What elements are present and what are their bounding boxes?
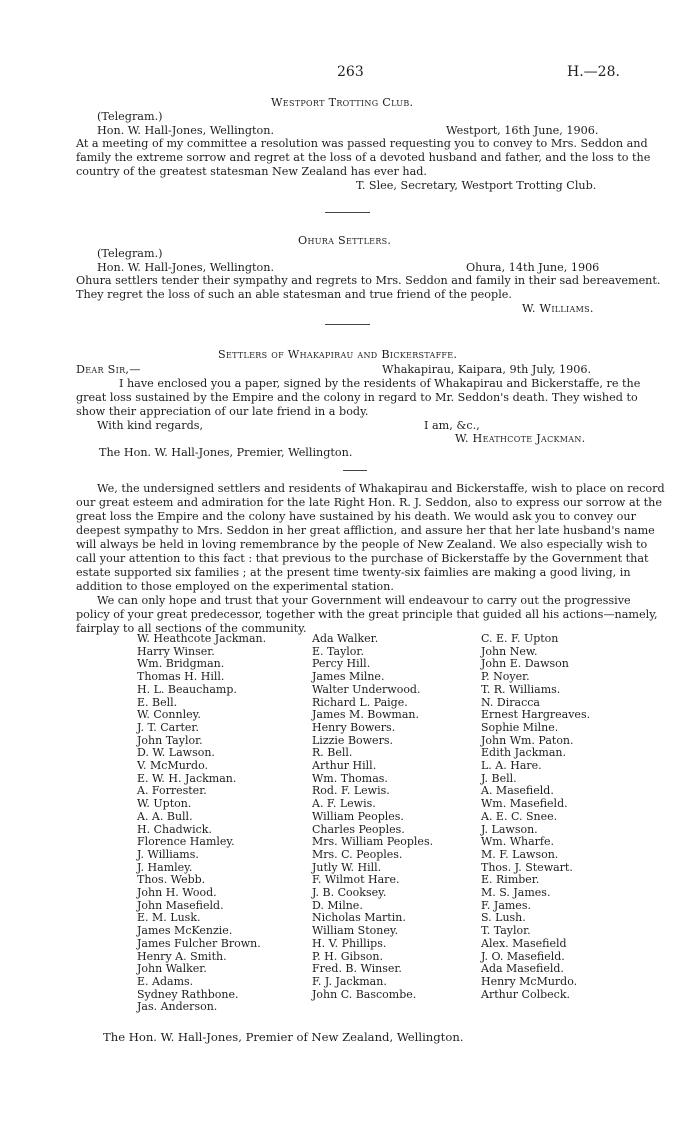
address-line: We, the undersigned settlers and residents of Whakapirau and Bickerstaffe, wish to place on record	[97, 482, 665, 495]
signatory-name: Alex. Masefield	[481, 936, 567, 950]
signatory-name: M. S. James.	[481, 886, 551, 900]
signatory-name: Ernest Hargreaves.	[481, 708, 591, 722]
signatory-name: D. Milne.	[312, 898, 363, 912]
address-line: great loss the Empire and the colony have sustained by his death. We would ask you to convey our	[76, 510, 636, 523]
address-line: deepest sympathy to Mrs. Seddon in her great affliction, and assure her that her late husband's name	[76, 524, 655, 537]
footer-recipient: The Hon. W. Hall-Jones, Premier of New Zealand, Wellington.	[103, 1030, 464, 1044]
signatory-name: J. B. Cooksey.	[312, 886, 387, 900]
signatory-name: W. Heathcote Jackman.	[137, 632, 267, 645]
signatory-name: A. Forrester.	[137, 784, 207, 798]
signatory-name: James McKenzie.	[137, 924, 233, 938]
letter-regards: With kind regards,	[97, 419, 204, 432]
letter-line: I have enclosed you a paper, signed by the residents of Whakapirau and Bickerstaffe, re the	[119, 377, 641, 390]
signatory-name: Wm. Thomas.	[312, 771, 388, 785]
signatory-name: Thomas H. Hill.	[137, 670, 225, 684]
signatory-name: John E. Dawson	[481, 657, 569, 671]
letter-line: great loss sustained by the Empire and the colony in regard to Mr. Seddon's death. They wished to	[76, 391, 638, 404]
signatory-name: F. Wilmot Hare.	[312, 873, 400, 887]
ohura-addressee: Hon. W. Hall-Jones, Wellington.	[97, 261, 275, 274]
address-line: fairplay to all sections of the community.	[76, 622, 307, 635]
signatory-name: F. J. Jackman.	[312, 974, 387, 988]
signatory-name: W. Connley.	[137, 708, 201, 722]
signatory-name: A. Masefield.	[481, 784, 554, 798]
signatory-name: Walter Underwood.	[312, 682, 421, 696]
ohura-line: They regret the loss of such an able statesman and true friend of the people.	[76, 288, 512, 301]
signatory-name: J. Lawson.	[481, 822, 538, 836]
westport-line: family the extreme sorrow and regret at the loss of a devoted husband and father, and the loss to the	[76, 151, 651, 164]
westport-line: At a meeting of my committee a resolution was passed requesting you to convey to Mrs. Seddon and	[76, 137, 648, 150]
letter-salutation: Dear Sir,—	[76, 363, 141, 376]
signatory-name: J. O. Masefield.	[481, 949, 565, 963]
signatory-name: Rod. F. Lewis.	[312, 784, 390, 798]
signatory-name: N. Diracca	[481, 695, 540, 709]
signatory-name: S. Lush.	[481, 911, 526, 925]
signatory-name: Wm. Wharfe.	[481, 835, 555, 849]
signatory-name: A. E. C. Snee.	[481, 809, 558, 823]
signatory-name: E. Bell.	[137, 695, 178, 709]
signatory-name: A. A. Bull.	[137, 809, 193, 823]
signatory-name: Henry McMurdo.	[481, 974, 578, 988]
signatory-name: J. T. Carter.	[137, 720, 199, 734]
signatory-name: Wm. Masefield.	[481, 797, 568, 811]
ohura-signature: W. Williams.	[522, 302, 594, 315]
signatory-name: E. W. H. Jackman.	[137, 771, 237, 785]
signatory-name: James Milne.	[312, 670, 385, 684]
page-number: 263	[337, 64, 364, 80]
signatory-name: P. Noyer.	[481, 670, 530, 684]
letter-signature: W. Heathcote Jackman.	[455, 432, 586, 445]
signatory-name: John New.	[481, 644, 538, 658]
signatory-name: Arthur Hill.	[312, 759, 377, 773]
section-divider	[325, 212, 370, 213]
signatory-name: E. Rimber.	[481, 873, 540, 887]
signatories-column-3	[481, 633, 590, 1001]
signatory-name: Edith Jackman.	[481, 746, 566, 760]
letter-closing: I am, &c.,	[424, 419, 480, 432]
westport-line: country of the greatest statesman New Zealand has ever had.	[76, 165, 427, 178]
address-line: addition to those employed on the experimental station.	[76, 580, 394, 593]
signatory-name: H. Chadwick.	[137, 822, 212, 836]
signatory-name: H. L. Beauchamp.	[137, 682, 237, 696]
address-line: policy of your great predecessor, together with the great principle that guided all his actions—namely,	[76, 608, 658, 621]
signatory-name: L. A. Hare.	[481, 759, 542, 773]
ohura-line: Ohura settlers tender their sympathy and regrets to Mrs. Seddon and family in their sad bereavement.	[76, 274, 661, 287]
ohura-place-date: Ohura, 14th June, 1906	[466, 261, 600, 274]
westport-addressee: Hon. W. Hall-Jones, Wellington.	[97, 124, 275, 137]
signatory-name: Nicholas Martin.	[312, 911, 406, 925]
signatory-name: James Fulcher Brown.	[137, 936, 261, 950]
signatory-name: Henry Bowers.	[312, 720, 396, 734]
signatory-name: J. Bell.	[481, 771, 517, 785]
signatory-name: Mrs. C. Peoples.	[312, 847, 403, 861]
letter-recipient: The Hon. W. Hall-Jones, Premier, Wellington.	[99, 446, 353, 459]
document-code: H.—28.	[567, 64, 620, 80]
signatory-name: Thos. Webb.	[137, 873, 206, 887]
letter-place-date: Whakapirau, Kaipara, 9th July, 1906.	[382, 363, 592, 376]
address-line: will always be held in loving remembrance by the people of New Zealand. We also especially wish to	[76, 538, 648, 551]
signatory-name: John Walker.	[137, 962, 207, 976]
signatory-name: Richard L. Paige.	[312, 695, 408, 709]
signatory-name: C. E. F. Upton	[481, 632, 559, 645]
signatory-name: Ada Walker.	[312, 632, 379, 645]
letter-line: show their appreciation of our late friend in a body.	[76, 405, 369, 418]
signatory-name: James M. Bowman.	[312, 708, 419, 722]
signatory-name: A. F. Lewis.	[312, 797, 376, 811]
signatory-name: Thos. J. Stewart.	[481, 860, 573, 874]
signatory-name: E. Adams.	[137, 974, 194, 988]
signatory-name: Charles Peoples.	[312, 822, 405, 836]
signatory-name: John Masefield.	[137, 898, 224, 912]
signatory-name: Harry Winser.	[137, 644, 215, 658]
signatory-name: Lizzie Bowers.	[312, 733, 393, 747]
westport-place-date: Westport, 16th June, 1906.	[446, 124, 599, 137]
signatory-name: Sophie Milne.	[481, 720, 559, 734]
signatories-column-2	[312, 633, 433, 1001]
signatory-name: Fred. B. Winser.	[312, 962, 402, 976]
signatory-name: H. V. Phillips.	[312, 936, 387, 950]
signatories-column-1	[137, 633, 266, 1014]
address-line: estate supported six families ; at the present time twenty-six faimlies are making a good living, in	[76, 566, 631, 579]
signatory-name: F. James.	[481, 898, 531, 912]
section-divider	[343, 470, 367, 471]
signatory-name: Mrs. William Peoples.	[312, 835, 434, 849]
signatory-name: Florence Hamley.	[137, 835, 235, 849]
signatory-name: Arthur Colbeck.	[481, 987, 570, 1001]
signatory-name: John Taylor.	[137, 733, 203, 747]
signatory-name: Jas. Anderson.	[137, 1000, 218, 1014]
signatory-name: M. F. Lawson.	[481, 847, 559, 861]
signatory-name: T. R. Williams.	[481, 682, 561, 696]
whakapirau-title: Settlers of Whakapirau and Bickerstaffe.	[218, 348, 458, 361]
westport-signature: T. Slee, Secretary, Westport Trotting Club.	[356, 179, 597, 192]
address-line: call your attention to this fact : that previous to the purchase of Bickerstaffe by the Government that	[76, 552, 649, 565]
signatory-name: E. Taylor.	[312, 644, 364, 658]
signatory-name: J. Williams.	[137, 847, 199, 861]
signatory-name: Percy Hill.	[312, 657, 371, 671]
westport-telegram-label: (Telegram.)	[97, 110, 163, 123]
signatory-name: William Peoples.	[312, 809, 404, 823]
signatory-name: John C. Bascombe.	[312, 987, 417, 1001]
signatory-name: Sydney Rathbone.	[137, 987, 239, 1001]
signatory-name: P. H. Gibson.	[312, 949, 383, 963]
signatory-name: V. McMurdo.	[137, 759, 209, 773]
westport-title: Westport Trotting Club.	[271, 96, 414, 109]
signatory-name: W. Upton.	[137, 797, 192, 811]
signatory-name: E. M. Lusk.	[137, 911, 201, 925]
signatory-name: Wm. Bridgman.	[137, 657, 225, 671]
address-line: our great esteem and admiration for the late Right Hon. R. J. Seddon, also to express our sorrow at the	[76, 496, 662, 509]
ohura-telegram-label: (Telegram.)	[97, 247, 163, 260]
signatory-name: Jutly W. Hill.	[312, 860, 382, 874]
signatory-name: Henry A. Smith.	[137, 949, 227, 963]
signatory-name: J. Hamley.	[137, 860, 193, 874]
signatory-name: John Wm. Paton.	[481, 733, 574, 747]
signatory-name: T. Taylor.	[481, 924, 531, 938]
signatory-name: William Stoney.	[312, 924, 399, 938]
signatory-name: Ada Masefield.	[481, 962, 564, 976]
signatory-name: D. W. Lawson.	[137, 746, 215, 760]
address-line: We can only hope and trust that your Government will endeavour to carry out the progressive	[97, 594, 631, 607]
signatory-name: R. Bell.	[312, 746, 353, 760]
signatory-name: John H. Wood.	[137, 886, 217, 900]
ohura-title: Ohura Settlers.	[298, 234, 392, 247]
section-divider	[325, 324, 370, 325]
